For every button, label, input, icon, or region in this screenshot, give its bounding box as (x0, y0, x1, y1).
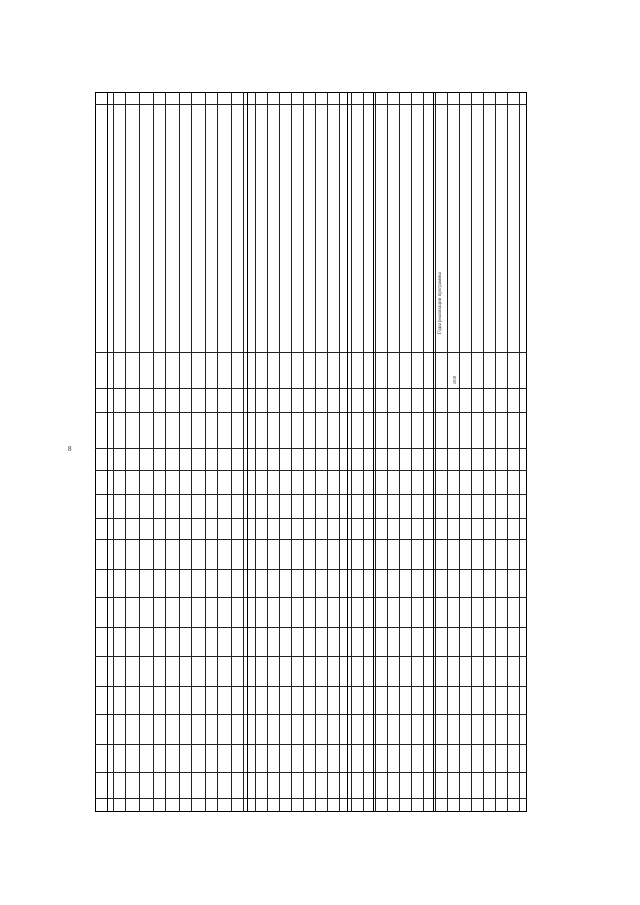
row-label-cell-3 (248, 389, 347, 412)
row-label-cell-14 (248, 687, 347, 714)
row-label-cell-15 (248, 715, 347, 744)
row-label-cell-9 (248, 540, 347, 569)
row-label-cell-11 (248, 598, 347, 627)
row-label-cell-16 (248, 745, 347, 772)
row-label-cell-4 (248, 413, 347, 448)
row-label-cell-5 (248, 449, 347, 470)
row-label-cell-8 (248, 519, 347, 539)
row-label-cell-10 (248, 570, 347, 597)
years-group-header: Годы реализации программы (438, 272, 443, 334)
budget-program-table (95, 92, 527, 812)
row-label-cell-2 (248, 353, 347, 388)
page-number: 8 (68, 445, 72, 453)
row-label-cell-12 (248, 628, 347, 656)
row-label-cell-13 (248, 657, 347, 686)
row-label-cell-17 (248, 773, 347, 798)
year-2018-header: 2018 (452, 376, 457, 384)
row-label-cell-7 (248, 495, 347, 518)
row-label-cell-6 (248, 471, 347, 494)
row-label-cell-1 (248, 105, 347, 129)
